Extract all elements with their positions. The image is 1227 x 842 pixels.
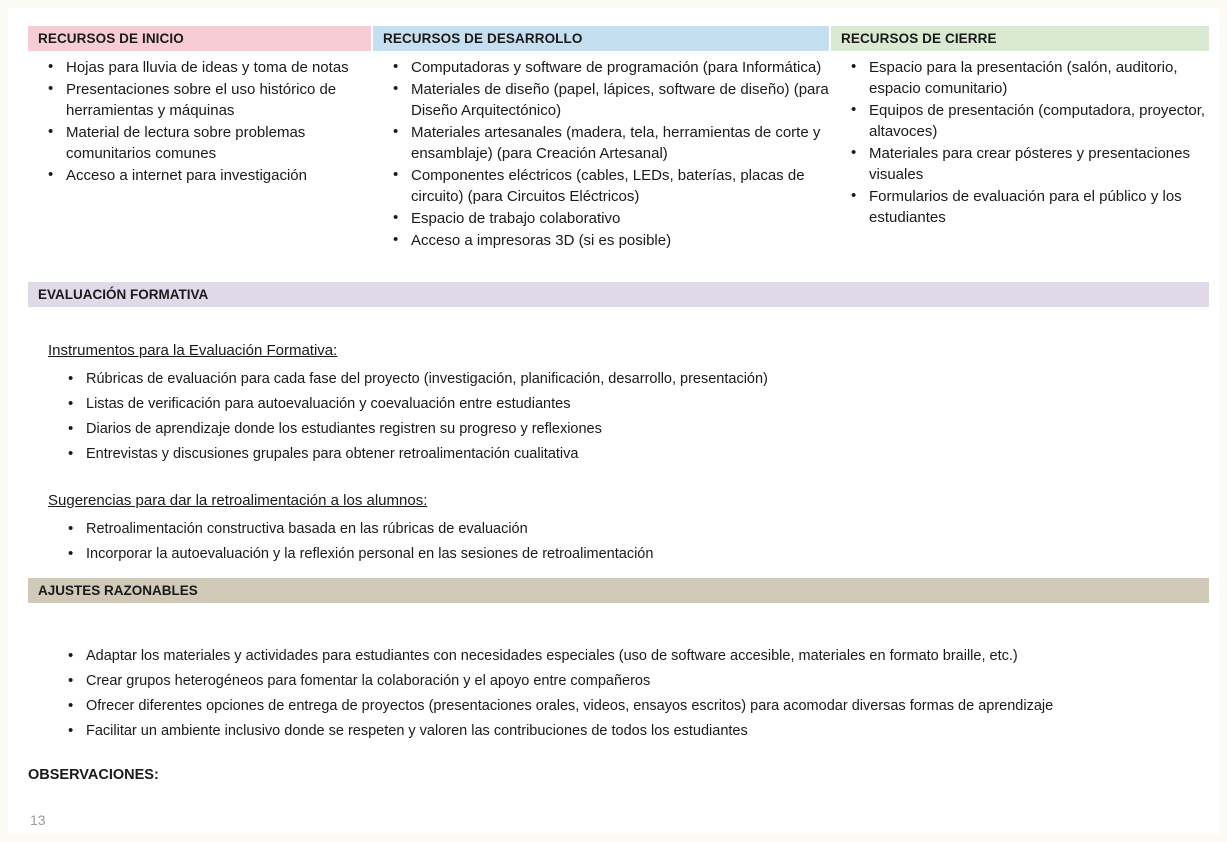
list-item: • Crear grupos heterogéneos para fomentar la colaboración y el apoyo entre compañeros <box>28 669 1209 693</box>
resources-column-cierre <box>831 26 1209 229</box>
evaluacion-formativa-body <box>28 340 1209 567</box>
resources-cierre-list <box>831 57 1209 228</box>
resources-column-cierre-header: RECURSOS DE CIERRE <box>831 26 1209 51</box>
list-item: • Adaptar los materiales y actividades para estudiantes con necesidades especiales (uso de software accesible, materiales en formato braille, etc.) <box>28 644 1209 668</box>
resources-table <box>28 26 1209 266</box>
sugerencias-list <box>28 517 1209 566</box>
ajustes-razonables-body <box>28 638 1209 744</box>
list-item: • Listas de verificación para autoevaluación y coevaluación entre estudiantes <box>28 392 1209 416</box>
list-item: • Incorporar la autoevaluación y la reflexión personal en las sesiones de retroalimentación <box>28 542 1209 566</box>
resources-desarrollo-list <box>373 57 829 251</box>
resources-column-inicio <box>28 26 371 187</box>
list-item: • Computadoras y software de programación (para Informática) <box>373 57 829 78</box>
list-item: • Entrevistas y discusiones grupales para obtener retroalimentación cualitativa <box>28 442 1209 466</box>
document-content <box>20 10 1207 830</box>
list-item: • Material de lectura sobre problemas comunitarios comunes <box>28 122 371 164</box>
instrumentos-list <box>28 367 1209 466</box>
subheading-sugerencias: Sugerencias para dar la retroalimentación a los alumnos: <box>48 492 428 509</box>
ajustes-list <box>28 644 1209 743</box>
resources-column-desarrollo-header: RECURSOS DE DESARROLLO <box>373 26 829 51</box>
list-item: • Materiales artesanales (madera, tela, herramientas de corte y ensamblaje) (para Creación Artesanal) <box>373 122 829 164</box>
list-item: • Presentaciones sobre el uso histórico de herramientas y máquinas <box>28 79 371 121</box>
resources-column-desarrollo <box>373 26 829 252</box>
list-item: • Materiales de diseño (papel, lápices, software de diseño) (para Diseño Arquitectónico) <box>373 79 829 121</box>
list-item: • Equipos de presentación (computadora, proyector, altavoces) <box>831 100 1209 142</box>
list-item: • Espacio para la presentación (salón, auditorio, espacio comunitario) <box>831 57 1209 99</box>
list-item: • Espacio de trabajo colaborativo <box>373 208 829 229</box>
page-number: 13 <box>30 812 46 828</box>
observaciones-label: OBSERVACIONES: <box>28 767 159 783</box>
list-item: • Componentes eléctricos (cables, LEDs, baterías, placas de circuito) (para Circuitos Eléctricos) <box>373 165 829 207</box>
list-item: • Ofrecer diferentes opciones de entrega de proyectos (presentaciones orales, videos, ensayos escritos) para acomodar diversas formas de aprendizaje <box>28 694 1209 718</box>
list-item: • Materiales para crear pósteres y presentaciones visuales <box>831 143 1209 185</box>
resources-column-inicio-header: RECURSOS DE INICIO <box>28 26 371 51</box>
subheading-instrumentos: Instrumentos para la Evaluación Formativa: <box>48 342 338 359</box>
page-sheet <box>8 8 1219 834</box>
list-item: • Facilitar un ambiente inclusivo donde se respeten y valoren las contribuciones de todos los estudiantes <box>28 719 1209 743</box>
section-header-evaluacion-formativa: EVALUACIÓN FORMATIVA <box>28 282 1209 307</box>
list-item: • Diarios de aprendizaje donde los estudiantes registren su progreso y reflexiones <box>28 417 1209 441</box>
list-item: • Acceso a internet para investigación <box>28 165 371 186</box>
list-item: • Retroalimentación constructiva basada en las rúbricas de evaluación <box>28 517 1209 541</box>
section-header-ajustes-razonables: AJUSTES RAZONABLES <box>28 578 1209 603</box>
resources-inicio-list <box>28 57 371 186</box>
list-item: • Formularios de evaluación para el público y los estudiantes <box>831 186 1209 228</box>
list-item: • Hojas para lluvia de ideas y toma de notas <box>28 57 371 78</box>
list-item: • Acceso a impresoras 3D (si es posible) <box>373 230 829 251</box>
list-item: • Rúbricas de evaluación para cada fase del proyecto (investigación, planificación, desarrollo, presentación) <box>28 367 1209 391</box>
sugerencias-block <box>28 490 1209 566</box>
